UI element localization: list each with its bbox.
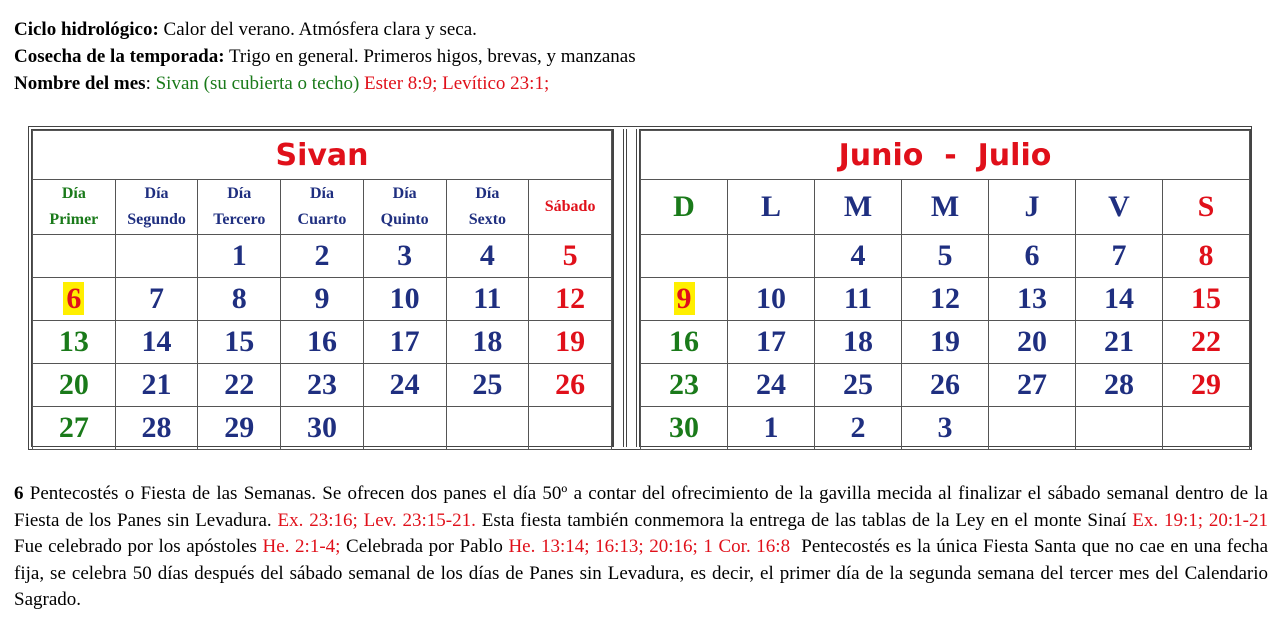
day-number: 20 [1017, 325, 1047, 358]
day-cell [641, 321, 728, 364]
gregorian-calendar [639, 129, 1251, 447]
day-number: 29 [224, 411, 255, 444]
day-cell [281, 321, 364, 364]
day-cell [529, 321, 612, 364]
day-number: 13 [58, 325, 89, 358]
weekday-header [198, 180, 281, 235]
day-cell [902, 364, 989, 407]
day-cell [363, 278, 446, 321]
info-colon: : [145, 73, 156, 94]
day-number: 7 [1111, 239, 1127, 272]
day-cell [198, 278, 281, 321]
day-cell [641, 364, 728, 407]
day-cell [529, 235, 612, 278]
weekday-header: M [815, 180, 902, 235]
info-text: Trigo en general. Primeros higos, brevas, y manzanas [224, 46, 636, 67]
week-row [641, 364, 1250, 407]
weekday-header: D [641, 180, 728, 235]
day-number: 1 [231, 239, 247, 272]
day-number: 3 [937, 411, 953, 444]
day-number: 12 [930, 282, 960, 315]
day-number: 16 [669, 325, 699, 358]
day-number: 26 [555, 368, 586, 401]
day-cell [902, 278, 989, 321]
day-number: 1 [763, 411, 779, 444]
day-cell [728, 321, 815, 364]
day-number: 19 [930, 325, 960, 358]
weekday-line: Segundo [127, 211, 186, 228]
footnote-text: Fue celebrado por los apóstoles [14, 509, 1278, 557]
day-cell [198, 407, 281, 450]
day-cell [115, 407, 198, 450]
day-cell [446, 364, 529, 407]
day-cell [529, 278, 612, 321]
day-number: 18 [472, 325, 503, 358]
sivan-calendar [31, 129, 613, 447]
weekday-header: V [1076, 180, 1163, 235]
day-number: 14 [141, 325, 172, 358]
day-cell [728, 364, 815, 407]
day-number: 4 [850, 239, 866, 272]
day-number: 26 [930, 368, 960, 401]
info-label: Cosecha de la temporada: [14, 46, 225, 67]
day-number: 3 [397, 239, 413, 272]
day-number: 24 [756, 368, 786, 401]
day-cell [989, 364, 1076, 407]
day-number: 12 [555, 282, 586, 315]
calendar-divider-inner [623, 129, 627, 447]
day-cell [728, 407, 815, 450]
calendar-title: Junio - Julio [641, 131, 1250, 180]
calendar-title: Sivan [33, 131, 612, 180]
day-number: 4 [479, 239, 495, 272]
day-cell [1076, 364, 1163, 407]
day-number: 23 [669, 368, 699, 401]
day-cell [1076, 407, 1163, 450]
day-cell [33, 407, 116, 450]
day-number: 14 [1104, 282, 1134, 315]
day-number: 27 [58, 411, 89, 444]
info-text: Calor del verano. Atmósfera clara y seca. [158, 19, 477, 40]
week-row [33, 278, 612, 321]
day-number: 23 [306, 368, 337, 401]
day-cell [989, 407, 1076, 450]
day-number: 17 [389, 325, 420, 358]
day-number: 11 [473, 282, 502, 315]
day-cell [989, 278, 1076, 321]
day-cell [363, 407, 446, 450]
weekday-header [281, 180, 364, 235]
weekday-header [529, 180, 612, 235]
week-row [33, 407, 612, 450]
day-cell [902, 407, 989, 450]
day-number: 30 [669, 411, 699, 444]
info-line-cosecha [14, 44, 636, 70]
day-cell [33, 278, 116, 321]
day-cell [728, 278, 815, 321]
day-cell [198, 364, 281, 407]
weekday-line: Día [227, 185, 252, 202]
weekday-header: M [902, 180, 989, 235]
weekday-line: Tercero [213, 211, 266, 228]
day-number: 13 [1017, 282, 1047, 315]
day-cell [1163, 364, 1250, 407]
day-cell [1076, 278, 1163, 321]
day-number: 7 [149, 282, 165, 315]
day-cell [363, 321, 446, 364]
day-cell [728, 235, 815, 278]
day-cell [989, 235, 1076, 278]
day-cell [446, 321, 529, 364]
footnote-text: Pentecostés o Fiesta de las Semanas. Se ofrecen dos panes el día 50º a contar del ofrecimiento de la gavilla mecida al finalizar el sábado semanal dentro de la Fiesta de los Panes sin Levadura. [14, 483, 1268, 531]
week-row [641, 321, 1250, 364]
day-number: 6 [1024, 239, 1040, 272]
footnote-text: Esta fiesta también conmemora la entrega de las tablas de la Ley en el monte Sinaí [475, 509, 1133, 531]
footnote-text: Celebrada por Pablo [340, 536, 509, 557]
day-number: 11 [843, 282, 873, 315]
day-number: 10 [389, 282, 420, 315]
day-cell [1163, 407, 1250, 450]
week-row [33, 364, 612, 407]
day-number: 2 [314, 239, 330, 272]
info-label: Nombre del mes [14, 73, 146, 94]
weekday-line: Sábado [544, 198, 596, 215]
footnote-number: 6 [14, 483, 24, 504]
day-number: 29 [1191, 368, 1221, 401]
footnote [14, 481, 1278, 614]
day-cell [1163, 278, 1250, 321]
day-cell [815, 235, 902, 278]
weekday-header: S [1163, 180, 1250, 235]
info-line-nombre [14, 71, 549, 97]
weekday-line: Día [475, 185, 500, 202]
day-cell [198, 321, 281, 364]
day-number: 22 [224, 368, 255, 401]
week-row [641, 235, 1250, 278]
day-cell [529, 364, 612, 407]
day-number: 21 [1104, 325, 1134, 358]
scripture-ref: Ex. 19:1; 20:1-21 [1132, 509, 1268, 531]
day-number: 5 [562, 239, 578, 272]
weekday-line: Quinto [380, 211, 429, 228]
day-cell [115, 364, 198, 407]
week-row [33, 235, 612, 278]
scripture-ref: He. 13:14; 16:13; 20:16; 1 Cor. 16:8 [508, 536, 791, 557]
week-row [641, 278, 1250, 321]
weekday-line: Cuarto [297, 211, 347, 228]
day-number: 2 [850, 411, 866, 444]
day-cell [641, 235, 728, 278]
week-row [33, 321, 612, 364]
week-row [641, 407, 1250, 450]
day-number: 17 [756, 325, 786, 358]
weekday-line: Día [392, 185, 417, 202]
day-cell [281, 364, 364, 407]
day-cell [641, 278, 728, 321]
day-number: 25 [843, 368, 873, 401]
day-cell [446, 407, 529, 450]
day-cell [815, 407, 902, 450]
weekday-header [363, 180, 446, 235]
weekday-header [446, 180, 529, 235]
day-number: 30 [306, 411, 337, 444]
day-cell [446, 278, 529, 321]
day-cell [815, 321, 902, 364]
calendar-frame [28, 126, 1252, 450]
day-number: 18 [843, 325, 873, 358]
info-line-ciclo [14, 17, 477, 43]
day-number: 8 [231, 282, 247, 315]
day-number: 22 [1191, 325, 1221, 358]
weekday-header: J [989, 180, 1076, 235]
day-cell [1163, 235, 1250, 278]
day-number: 28 [1104, 368, 1134, 401]
day-number: 20 [58, 368, 89, 401]
day-cell [446, 235, 529, 278]
weekday-header [115, 180, 198, 235]
day-cell [815, 278, 902, 321]
day-number: 10 [756, 282, 786, 315]
day-cell [281, 278, 364, 321]
day-number: 21 [141, 368, 172, 401]
weekday-line: Día [144, 185, 169, 202]
footnote-text: Pentecostés es la única Fiesta Santa que no cae en una fecha fija, se celebra 50 días después del sábado semanal de los días de Panes sin Levadura, es decir, el primer día de la segunda semana del tercer mes del Calendario Sagrado. [14, 536, 1273, 610]
weekday-header: L [728, 180, 815, 235]
day-cell [115, 321, 198, 364]
scripture-ref: Ester 8:9; Levítico 23:1; [359, 73, 550, 94]
weekday-line: Día [61, 185, 86, 202]
day-cell [281, 235, 364, 278]
day-number: 19 [555, 325, 586, 358]
day-cell [1076, 321, 1163, 364]
day-number: 27 [1017, 368, 1047, 401]
day-number: 9 [314, 282, 330, 315]
weekday-line: Sexto [468, 211, 507, 228]
day-cell [902, 321, 989, 364]
day-number: 16 [306, 325, 337, 358]
day-cell [115, 235, 198, 278]
day-number: 25 [472, 368, 503, 401]
weekday-header [33, 180, 116, 235]
day-cell [33, 321, 116, 364]
day-number: 28 [141, 411, 172, 444]
scripture-ref: Ex. 23:16; Lev. 23:15-21. [277, 509, 476, 531]
day-cell [1076, 235, 1163, 278]
day-cell [198, 235, 281, 278]
day-cell [33, 235, 116, 278]
day-cell [902, 235, 989, 278]
day-cell [1163, 321, 1250, 364]
day-cell [815, 364, 902, 407]
day-cell [115, 278, 198, 321]
day-number: 15 [224, 325, 255, 358]
day-cell [641, 407, 728, 450]
day-cell [529, 407, 612, 450]
day-cell [989, 321, 1076, 364]
day-number: 24 [389, 368, 420, 401]
day-number: 15 [1191, 282, 1221, 315]
highlighted-day: 9 [674, 282, 695, 315]
weekday-line: Primer [49, 211, 99, 228]
day-number: 5 [937, 239, 953, 272]
scripture-ref: He. 2:1-4; [262, 536, 341, 557]
month-meaning: Sivan (su cubierta o techo) [155, 73, 360, 94]
day-cell [363, 364, 446, 407]
day-number: 8 [1198, 239, 1214, 272]
day-cell [33, 364, 116, 407]
info-label: Ciclo hidrológico: [14, 19, 159, 40]
day-cell [363, 235, 446, 278]
weekday-line: Día [309, 185, 334, 202]
highlighted-day: 6 [63, 282, 84, 315]
day-cell [281, 407, 364, 450]
